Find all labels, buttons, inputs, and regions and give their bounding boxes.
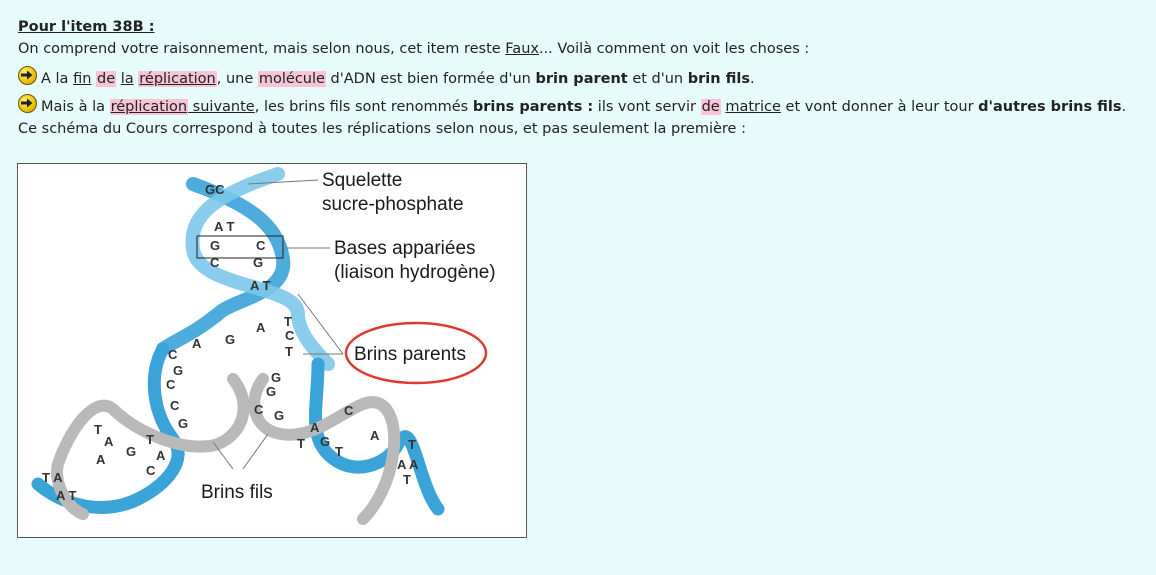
base-at2: A T [250, 278, 271, 293]
b1-text-5: . [749, 71, 755, 87]
base-g3: G [225, 332, 236, 347]
base-at1: A T [214, 219, 235, 234]
b2-text-1: Mais à la [41, 99, 110, 115]
right-base-aa: A A [397, 457, 419, 472]
right-base-t3: T [408, 437, 416, 452]
b1-highlight-molecule: molécule [258, 71, 325, 87]
intro-line [18, 38, 1148, 66]
arrow-bullet-icon [18, 94, 37, 113]
leader-children-2 [243, 434, 268, 469]
arrow-bullet-icon [18, 66, 37, 85]
base-g: G [210, 238, 221, 253]
base-t-a: T [284, 314, 292, 329]
bullet-line-1 [18, 66, 1148, 94]
b2-text-5: . [1121, 99, 1127, 115]
left-base-3: C [166, 377, 176, 392]
base-a2: A [192, 336, 202, 351]
ll-base-c: C [146, 463, 156, 478]
mid-base-2: G [266, 384, 277, 399]
b1-highlight-de: de [97, 71, 116, 87]
b2-link-matrice[interactable]: matrice [725, 99, 781, 115]
faux-link[interactable]: Faux [505, 41, 539, 57]
ll-base-t2: T [146, 432, 154, 447]
right-base-c: C [344, 403, 354, 418]
b2-link-replication[interactable]: réplication [110, 99, 188, 115]
forum-post [18, 16, 1148, 146]
ll-base-a3: A [96, 452, 106, 467]
b1-text-1: A la [41, 71, 74, 87]
intro-suffix: ... Voilà comment on voit les choses : [538, 41, 810, 57]
ll-base-ta: T A [42, 470, 63, 485]
intro-text: On comprend votre raisonnement, mais selon nous, cet item reste [18, 41, 506, 57]
ll-base-t: T [94, 422, 102, 437]
mid-base-4: G [274, 408, 285, 423]
bullet-line-2 [18, 94, 1148, 118]
base-a1: A [256, 320, 266, 335]
base-g2: G [253, 255, 264, 270]
b1-link-replication[interactable]: réplication [139, 71, 216, 87]
base-gc: GC [205, 182, 225, 197]
right-base-t: T [297, 436, 305, 451]
label-bases-2: (liaison hydrogène) [334, 262, 496, 283]
base-letters [42, 182, 419, 503]
right-base-a: A [310, 420, 320, 435]
base-c: C [256, 238, 266, 253]
b2-highlight-de: de [701, 99, 720, 115]
label-backbone-1: Squelette [322, 170, 403, 191]
b1-text-4: et d'un [627, 71, 688, 87]
b2-link-suivante[interactable]: suivante [188, 99, 255, 115]
right-base-t4: T [403, 472, 411, 487]
right-base-g: G [320, 434, 331, 449]
b1-bold-brin-parent: brin parent [535, 71, 628, 87]
label-parents: Brins parents [354, 344, 466, 365]
b1-link-fin[interactable]: fin [73, 71, 92, 87]
right-base-a2: A [370, 428, 380, 443]
left-base-1: C [168, 347, 178, 362]
dna-diagram [18, 164, 526, 537]
b1-link-la[interactable]: la [120, 71, 134, 87]
b2-bold-brins-parents: brins parents : [472, 99, 594, 115]
ll-base-at: A T [56, 488, 77, 503]
b1-text-2: , une [216, 71, 258, 87]
base-c2: C [210, 255, 220, 270]
b2-text-3: ils vont servir [593, 99, 701, 115]
b1-bold-brin-fils: brin fils [687, 71, 750, 87]
left-base-4: C [170, 398, 180, 413]
left-base-5: G [178, 416, 189, 431]
label-children: Brins fils [201, 482, 273, 503]
ll-base-a: A [104, 434, 114, 449]
dna-replication-figure [17, 163, 527, 538]
b1-text-3: d'ADN est bien formée d'un [325, 71, 536, 87]
figure-labels [201, 170, 496, 503]
b2-bold-autres-brins-fils: d'autres brins fils [978, 99, 1122, 115]
mid-base-1: G [271, 370, 282, 385]
right-base-t2: T [335, 444, 343, 459]
base-c-b: C [285, 328, 295, 343]
post-heading: Pour l'item 38B : [18, 19, 155, 35]
label-bases-1: Bases appariées [334, 238, 476, 259]
base-t-c: T [285, 344, 293, 359]
ll-base-g: G [126, 444, 137, 459]
left-base-2: G [173, 363, 184, 378]
closing-line: Ce schéma du Cours correspond à toutes les réplications selon nous, et pas seulement la première : [18, 121, 746, 137]
b2-text-4: et vont donner à leur tour [780, 99, 979, 115]
b2-text-2: , les brins fils sont renommés [254, 99, 473, 115]
label-backbone-2: sucre-phosphate [322, 194, 464, 215]
ll-base-a2: A [156, 448, 166, 463]
mid-base-3: C [254, 402, 264, 417]
